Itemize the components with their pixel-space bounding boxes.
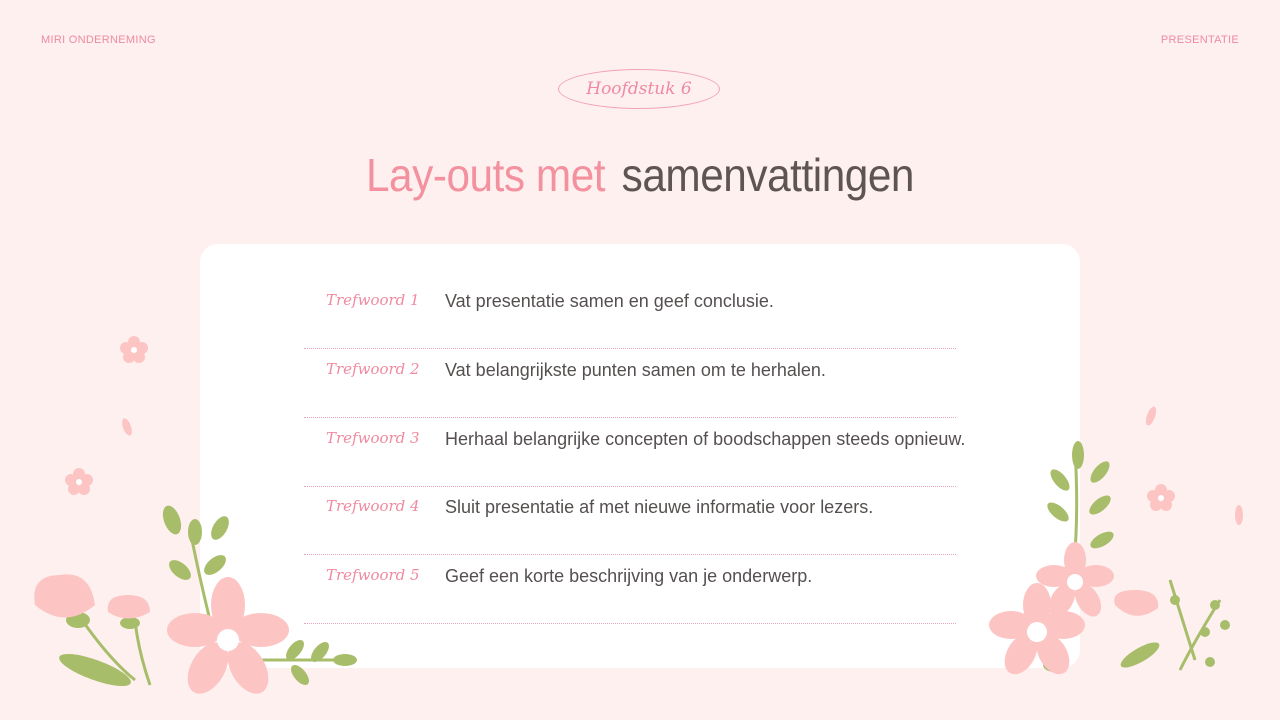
flower-decoration-right-icon <box>980 400 1280 720</box>
keyword: Trefwoord 1 <box>326 291 420 309</box>
keyword: Trefwoord 2 <box>326 360 420 378</box>
item-text: Geef een korte beschrijving van je onderwerp. <box>445 566 813 586</box>
keyword: Trefwoord 3 <box>326 429 420 447</box>
list-item <box>304 554 956 624</box>
keyword: Trefwoord 4 <box>326 497 420 515</box>
list-item <box>304 348 956 418</box>
chapter-badge <box>558 69 720 109</box>
brand-label: MIRI ONDERNEMING <box>41 34 156 46</box>
item-text: Vat presentatie samen en geef conclusie. <box>445 291 774 311</box>
presentation-label: PRESENTATIE <box>1160 34 1239 46</box>
item-text: Sluit presentatie af met nieuwe informatie voor lezers. <box>445 497 874 517</box>
item-text: Herhaal belangrijke concepten of boodschappen steeds opnieuw. <box>445 429 966 449</box>
title-part1: Lay-outs met <box>365 149 606 201</box>
list-item <box>304 485 956 555</box>
list-item <box>304 417 966 487</box>
list-item <box>304 279 956 349</box>
flower-decoration-left-icon <box>0 320 380 720</box>
chapter-label: Hoofdstuk 6 <box>586 79 692 99</box>
page-title <box>51 148 1229 202</box>
title-part2: samenvattingen <box>621 149 915 201</box>
keyword: Trefwoord 5 <box>326 566 420 584</box>
item-text: Vat belangrijkste punten samen om te herhalen. <box>445 360 826 380</box>
